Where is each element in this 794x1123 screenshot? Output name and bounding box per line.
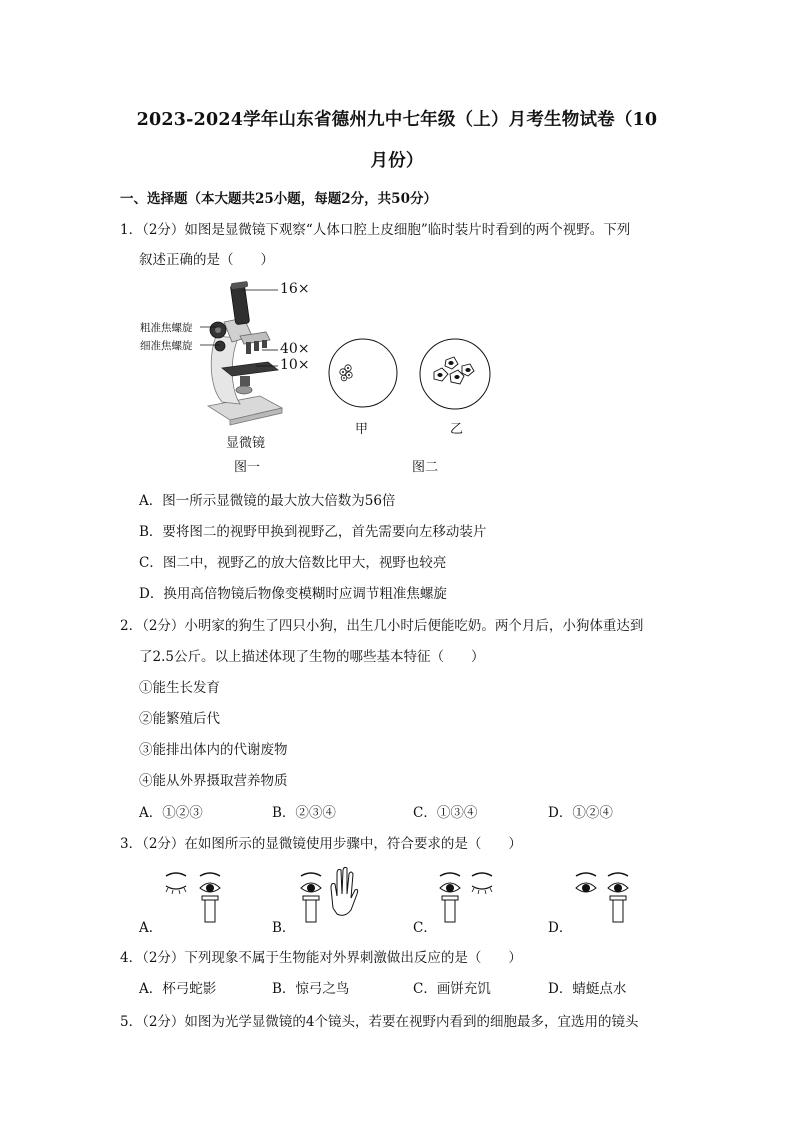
eyepiece-magnification: 16× [280,281,310,297]
q4-option-d[interactable]: D．蜻蜓点水 [548,981,627,997]
q2-stem-line1: 2．（2分）小明家的狗生了四只小狗，出生几小时后便能吃奶。两个月后，小狗体重达到 [120,618,644,634]
coarse-knob-label: 粗准焦螺旋 [140,322,193,334]
q3-option-d-figure [572,870,652,926]
q3-option-b-figure [295,866,365,926]
figure2-caption: 图二 [412,460,439,475]
fine-knob-label: 细准焦螺旋 [140,340,193,352]
q2-item-2: ②能繁殖后代 [139,711,220,727]
field-of-view-a [328,338,398,408]
q3-option-a[interactable]: A． [139,920,163,936]
exam-title-line1: 2023-2024学年山东省德州九中七年级（上）月考生物试卷（10 [136,110,658,130]
q4-option-c[interactable]: C．画饼充饥 [413,981,491,997]
q2-item-4: ④能从外界摄取营养物质 [139,773,288,789]
q2-stem-line2: 了2.5公斤。以上描述体现了生物的哪些基本特征（ ） [139,649,485,665]
q5-stem-line1: 5．（2分）如图为光学显微镜的4个镜头，若要在视野内看到的细胞最多，宜选用的镜头 [120,1014,639,1030]
q2-item-1: ①能生长发育 [139,680,220,696]
q1-option-b[interactable]: B．要将图二的视野甲换到视野乙，首先需要向左移动装片 [139,524,487,540]
q2-option-d[interactable]: D．①②④ [548,805,613,821]
q4-stem: 4．（2分）下列现象不属于生物能对外界刺激做出反应的是（ ） [120,950,522,966]
q3-option-c[interactable]: C． [413,920,437,936]
q3-option-c-figure [434,870,514,926]
q1-option-a[interactable]: A．图一所示显微镜的最大放大倍数为56倍 [139,493,396,509]
q2-option-b[interactable]: B．②③④ [272,805,336,821]
exam-title-line2: 月份） [370,151,424,171]
q2-item-3: ③能排出体内的代谢废物 [139,742,288,758]
q4-option-b[interactable]: B．惊弓之鸟 [272,981,350,997]
q3-option-d[interactable]: D． [548,920,573,936]
objective-low-magnification: 10× [280,357,310,373]
q3-option-b[interactable]: B． [272,920,296,936]
q4-option-a[interactable]: A．杯弓蛇影 [139,981,217,997]
field-a-label: 甲 [355,422,369,437]
q3-option-a-figure [160,870,240,926]
field-b-label: 乙 [450,422,464,437]
q1-option-c[interactable]: C．图二中，视野乙的放大倍数比甲大，视野也较亮 [139,555,447,571]
q1-stem-line2: 叙述正确的是（ ） [139,252,274,268]
q2-option-a[interactable]: A．①②③ [139,805,203,821]
q1-stem-line1: 1．（2分）如图是显微镜下观察“人体口腔上皮细胞”临时装片时看到的两个视野。下列 [120,222,631,238]
section-heading: 一、选择题（本大题共25小题，每题2分，共50分） [120,191,437,207]
q2-option-c[interactable]: C．①③④ [413,805,478,821]
field-of-view-b [418,338,492,410]
q1-option-d[interactable]: D．换用高倍物镜后物像变模糊时应调节粗准焦螺旋 [139,586,447,602]
microscope-caption: 显微镜 [226,436,266,451]
figure1-caption: 图一 [234,460,261,475]
objective-high-magnification: 40× [280,341,310,357]
q3-stem: 3．（2分）在如图所示的显微镜使用步骤中，符合要求的是（ ） [120,836,522,852]
